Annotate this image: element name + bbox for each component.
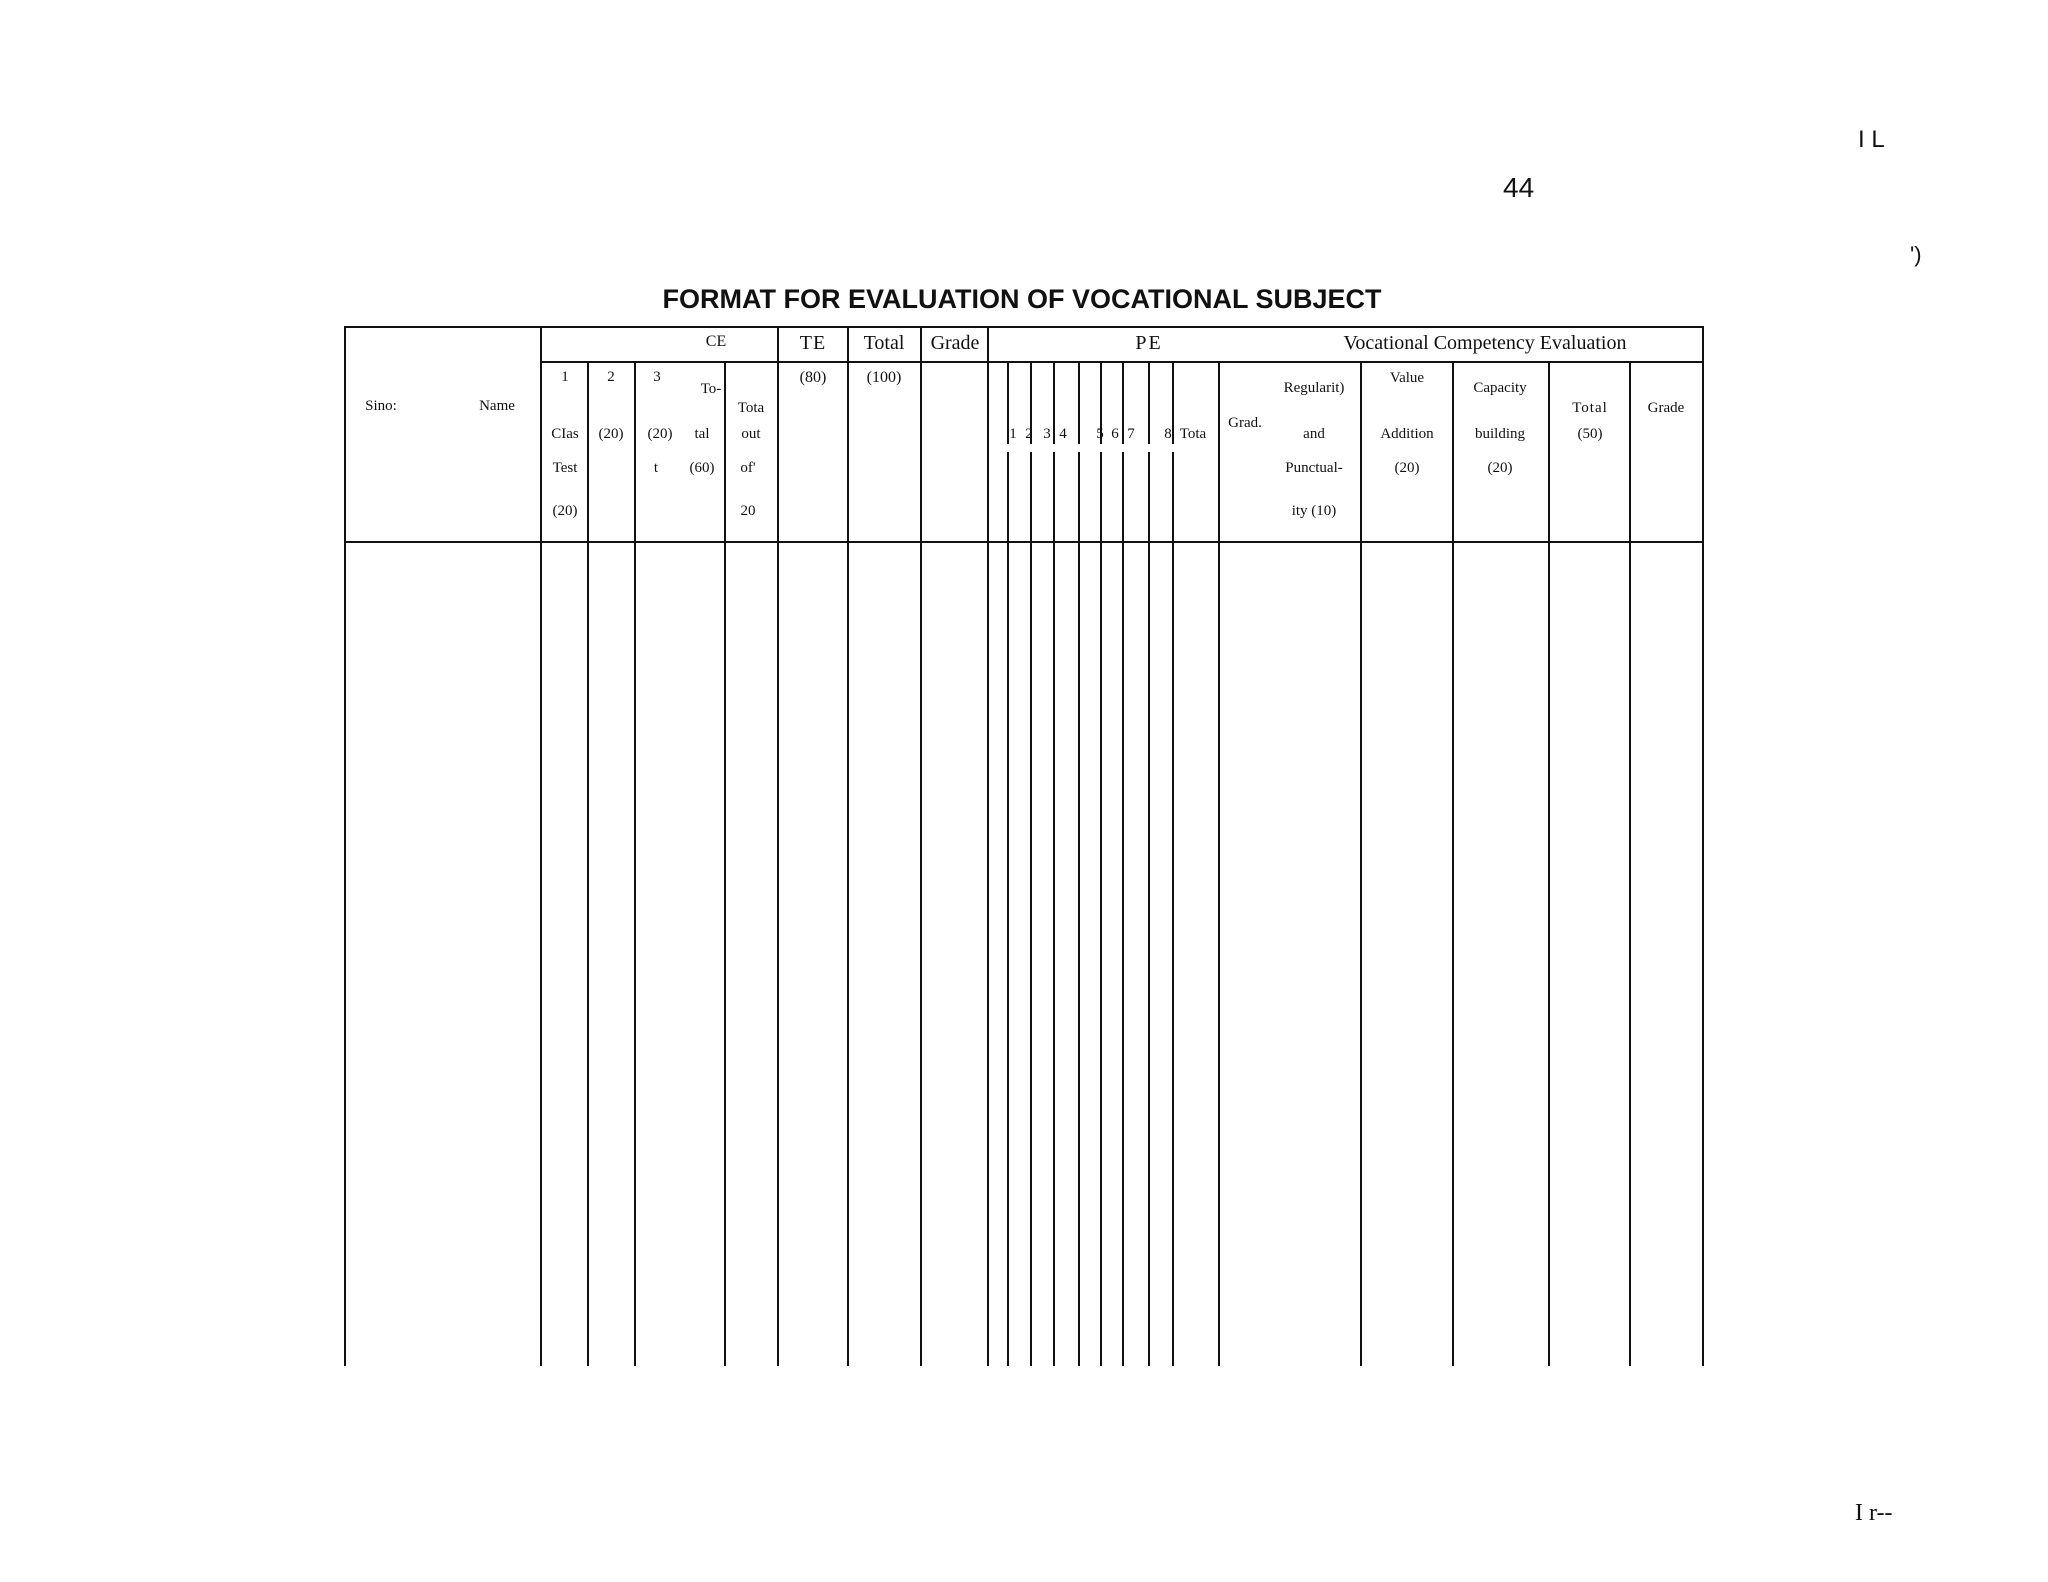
vce-regularity-line4: ity (10) xyxy=(1291,503,1337,519)
header-grade: Grade xyxy=(930,332,980,354)
vce-regularity-line3: Punctual- xyxy=(1285,460,1343,476)
ce-col3-number: 3 xyxy=(653,369,661,385)
corner-mark-top: I L xyxy=(1858,126,1885,153)
pe-num-8: 8 xyxy=(1164,426,1172,442)
pe-num-5: 5 xyxy=(1096,426,1104,442)
header-pe: PE xyxy=(1135,332,1163,354)
header-te: TE xyxy=(799,332,827,354)
header-te-max: (80) xyxy=(799,369,827,386)
vce-capacity-line2: building xyxy=(1474,426,1526,442)
vce-total-line2: (50) xyxy=(1577,426,1603,442)
ce-col1-line2: Test xyxy=(552,460,578,476)
corner-mark-bottom: I r-- xyxy=(1855,1500,1893,1526)
ce-out-line3: of' xyxy=(740,460,756,476)
pe-num-6: 6 xyxy=(1111,426,1119,442)
ce-col1-line3: (20) xyxy=(552,503,578,519)
vce-value-line3: (20) xyxy=(1394,460,1420,476)
pe-num-7: 7 xyxy=(1127,426,1135,442)
ce-col1-line1: CIas xyxy=(551,426,579,442)
vce-capacity-line3: (20) xyxy=(1487,460,1513,476)
vce-grad: Grad. xyxy=(1228,415,1262,431)
header-ce: CE xyxy=(705,333,727,350)
header-sino: Sino: xyxy=(365,398,397,414)
ce-col2-line1: (20) xyxy=(598,426,624,442)
header-total-max: (100) xyxy=(866,369,902,386)
corner-mark-right: ') xyxy=(1910,242,1922,267)
vce-regularity-line2: and xyxy=(1303,426,1325,442)
ce-col3-line2: t xyxy=(653,460,659,476)
vce-capacity-line1: Capacity xyxy=(1473,380,1527,396)
header-name: Name xyxy=(479,398,515,414)
pe-num-4: 4 xyxy=(1059,426,1067,442)
vce-grade: Grade xyxy=(1647,400,1685,416)
pe-num-1: 1 xyxy=(1009,426,1017,442)
ce-out-line2: out xyxy=(741,426,761,442)
page-number: 44 xyxy=(1503,172,1535,203)
ce-total-line2: tal xyxy=(694,426,710,442)
vce-total-line1: Total xyxy=(1572,400,1608,416)
header-vce: Vocational Competency Evaluation xyxy=(1343,332,1627,354)
pe-num-2: 2 xyxy=(1025,426,1033,442)
header-total: Total xyxy=(863,332,905,354)
ce-col2-number: 2 xyxy=(607,369,615,385)
ce-out-line4: 20 xyxy=(740,503,756,519)
vce-value-line2: Addition xyxy=(1380,426,1434,442)
vce-regularity-line1: Regularit) xyxy=(1283,380,1345,396)
ce-total-line3: (60) xyxy=(689,460,715,476)
pe-num-3: 3 xyxy=(1043,426,1051,442)
page-title: FORMAT FOR EVALUATION OF VOCATIONAL SUBJECT xyxy=(662,284,1382,314)
ce-total-line1: To- xyxy=(700,381,722,397)
ce-out-line1: Tota xyxy=(737,400,765,416)
ce-col1-number: 1 xyxy=(561,369,569,385)
ce-col3-line1: (20) xyxy=(647,426,673,442)
pe-num-total: Tota xyxy=(1179,426,1207,442)
vce-value-line1: Value xyxy=(1389,370,1425,386)
